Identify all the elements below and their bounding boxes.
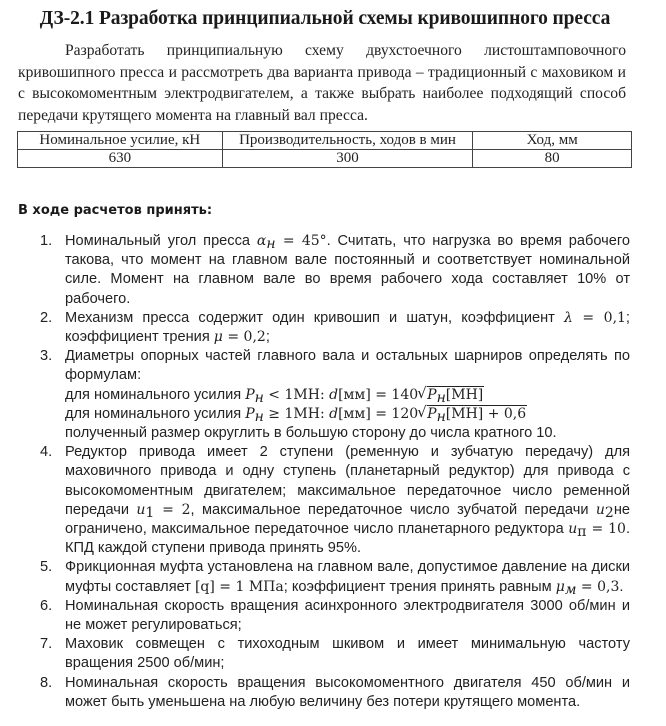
- math-d: d: [329, 386, 339, 403]
- item-text: . КПД каждой ступени привода принять 95%.: [65, 521, 630, 557]
- math-alpha: α: [256, 233, 267, 249]
- header-productivity: Производительность, ходов в мин: [222, 132, 473, 150]
- item-number: 7.: [40, 636, 53, 653]
- math-P: P: [427, 386, 437, 403]
- math-subscript: н: [254, 389, 264, 406]
- formula-line-2: [65, 405, 527, 425]
- math-u2: u: [595, 501, 605, 518]
- math-mu: μ: [555, 578, 565, 595]
- item-text: полученный размер округлить в большую сторону до числа кратного 10.: [65, 425, 557, 442]
- assumptions-heading: В ходе расчетов принять:: [18, 203, 213, 218]
- item-text: Номинальная скорость вращения высокомоментного двигателя 450 об/мин и может быть уменьшена на любую величину без потери крутящего момента.: [65, 674, 630, 710]
- item-text: . Считать, что нагрузка во время рабочего такова, что момент на главном вале постоянный и соответствует номинальной силе. Момент на главном вале во время рабочего хода составляет 10% от рабочего.: [65, 233, 630, 307]
- math-P: P: [245, 405, 255, 422]
- item-text: не ограничено, максимальное передаточное число планетарного редуктора: [65, 501, 630, 538]
- header-stroke: Ход, мм: [473, 132, 632, 150]
- item-text: Механизм пресса содержит один кривошип и шатун, коэффициент: [65, 309, 564, 326]
- intro-paragraph: Разработать принципиальную схему двухстоечного листоштамповочного кривошипного пресса и рассмотреть два варианта привода – традиционный с маховиком и с высокомоментным электродвигателем, а также выбрать наиболее подходящий способ передачи крутящего момента на главный вал пресса.: [18, 42, 626, 124]
- item-number: 8.: [40, 674, 53, 691]
- formula-line-1: [65, 386, 484, 406]
- item-text: .: [619, 578, 624, 595]
- math-pressure: [q] = 1 МПа: [194, 578, 284, 595]
- item-text: ; коэффициент трения: [65, 309, 630, 346]
- math-d: d: [329, 405, 339, 422]
- item-text: ; коэффициент трения принять равным: [283, 578, 556, 595]
- list-item: [0, 232, 630, 309]
- item-text: ;: [265, 329, 270, 346]
- item-number: 4.: [40, 444, 53, 461]
- math-condition: ≥ 1МН:: [263, 405, 330, 422]
- item-text: Маховик совмещен с тихоходным шкивом и имеет минимальную частоту вращения 2500 об/мин;: [65, 636, 630, 672]
- list-item: [0, 347, 630, 443]
- item-text: , максимальное передаточное число зубчатой передачи: [190, 501, 596, 518]
- math-subscript: п: [577, 524, 587, 541]
- item-number: 1.: [40, 233, 53, 249]
- item-text: Фрикционная муфта установлена на главном вале, допустимое давление на диски муфты составляет: [65, 559, 630, 595]
- formula-label: для номинального усилия: [65, 386, 246, 403]
- item-text: Номинальный угол пресса: [65, 233, 257, 249]
- item-number: 6.: [40, 597, 53, 614]
- math-subscript: н: [436, 408, 446, 425]
- math-subscript: н: [254, 408, 264, 425]
- document-title: ДЗ-2.1 Разработка принципиальной схемы кривошипного пресса: [39, 8, 611, 29]
- item-text: Редуктор привода имеет 2 ступени (ременную и зубчатую передачу) для маховичного привода и одну ступень (планетарный редуктор) для привода с высокомоментным двигателем; максимальное передаточное число ременной передачи: [65, 444, 630, 518]
- assumptions-list: [0, 232, 630, 712]
- formula-label: для номинального усилия: [65, 405, 246, 422]
- math-equation: = 0,1: [572, 309, 626, 326]
- list-item: [0, 558, 630, 596]
- math-lambda: λ: [564, 309, 573, 326]
- header-nominal-force: Номинальное усилие, кН: [18, 132, 223, 150]
- math-radicand: [МН] + 0,6: [445, 405, 527, 422]
- item-number: 5.: [40, 559, 53, 576]
- table-row: [18, 150, 632, 168]
- sqrt-symbol: [418, 386, 484, 405]
- math-radicand: [МН]: [445, 386, 484, 403]
- list-item: [0, 443, 630, 558]
- math-equation: = 2: [154, 501, 191, 518]
- math-P: P: [245, 386, 255, 403]
- math-equation: = 0,2: [222, 329, 266, 346]
- sqrt-symbol: [418, 405, 527, 424]
- math-mu: μ: [213, 329, 223, 346]
- cell-productivity: 300: [222, 150, 473, 168]
- math-subscript: 1: [145, 504, 155, 521]
- list-item: [0, 674, 630, 712]
- cell-stroke: 80: [473, 150, 632, 168]
- math-up: u: [568, 521, 578, 538]
- math-subscript: н: [266, 236, 276, 252]
- list-item: [0, 597, 630, 635]
- cell-nominal-force: 630: [18, 150, 223, 168]
- math-equation: = 0,3: [576, 578, 620, 595]
- list-item: [0, 309, 630, 347]
- math-subscript: м: [564, 581, 577, 598]
- math-P: P: [427, 405, 437, 422]
- list-item: [0, 635, 630, 673]
- table-header-row: [18, 132, 632, 150]
- math-equation: [мм] = 120: [338, 405, 419, 422]
- math-equation: = 10: [586, 521, 626, 538]
- math-u1: u: [136, 501, 146, 518]
- parameters-table: [17, 131, 632, 168]
- item-number: 2.: [40, 309, 53, 326]
- item-number: 3.: [40, 348, 53, 365]
- item-text: Диаметры опорных частей главного вала и остальных шарниров определять по формулам:: [65, 348, 630, 384]
- item-text: Номинальная скорость вращения асинхронного электродвигателя 3000 об/мин и не может регулироваться;: [65, 597, 630, 634]
- math-equation: [мм] = 140: [338, 386, 419, 403]
- math-equation: = 45°: [275, 233, 327, 249]
- math-subscript: 2: [604, 504, 614, 521]
- math-condition: < 1МН:: [263, 386, 330, 403]
- math-subscript: н: [436, 389, 446, 406]
